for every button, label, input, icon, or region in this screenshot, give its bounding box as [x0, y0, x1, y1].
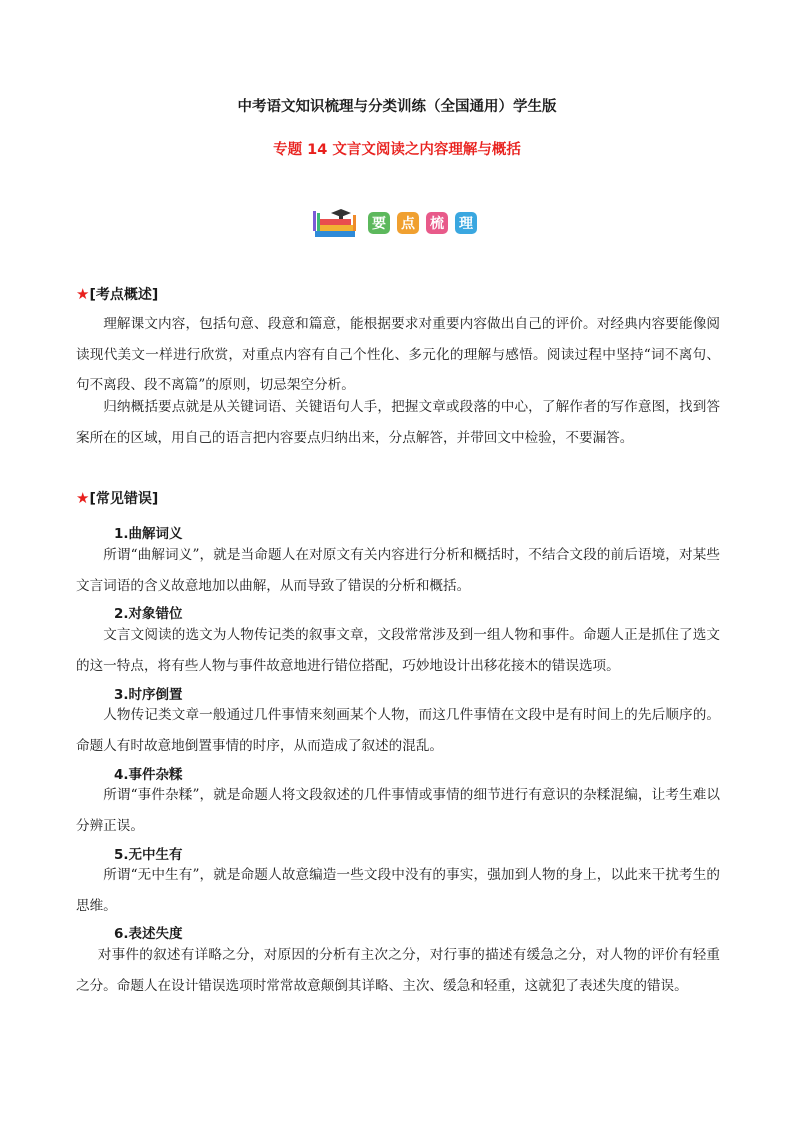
section-banner: [309, 207, 477, 239]
banner-char: 梳: [426, 212, 448, 234]
error-item-text: 所谓“无中生有”，就是命题人故意编造一些文段中没有的事实，强加到人物的身上，以此来干扰考生的思维。: [76, 867, 720, 914]
books-icon: [309, 207, 361, 239]
error-item-text: 对事件的叙述有详略之分，对原因的分析有主次之分，对行事的描述有缓急之分，对人物的评价有轻重之分。命题人在设计错误选项时常常故意颠倒其详略、主次、缓急和轻重，这就犯了表述失度的错误。: [76, 947, 720, 994]
overview-paragraph: 理解课文内容，包括句意、段意和篇意，能根据要求对重要内容做出自己的评价。对经典内容要能像阅读现代美文一样进行欣赏，对重点内容有自己个性化、多元化的理解与感悟。阅读过程中坚持“词不离句、句不离段、段不离篇”的原则，切忌架空分析。: [76, 316, 720, 393]
error-item-text: 所谓“事件杂糅”，就是命题人将文段叙述的几件事情或事情的细节进行有意识的杂糅混编，让考生难以分辨正误。: [76, 787, 720, 834]
banner-char: 点: [397, 212, 419, 234]
section-heading-errors: [76, 488, 158, 508]
error-item-title: 2.对象错位: [114, 606, 183, 622]
error-item-title: 5.无中生有: [114, 847, 183, 863]
error-item-title: 4.事件杂糅: [114, 767, 183, 783]
document-subtitle: 专题 14 文言文阅读之内容理解与概括: [273, 142, 521, 158]
error-item-title: 3.时序倒置: [114, 687, 183, 703]
section-heading-text: [考点概述]: [89, 287, 159, 303]
overview-paragraph: 归纳概括要点就是从关键词语、关键语句人手，把握文章或段落的中心，了解作者的写作意图，找到答案所在的区域，用自己的语言把内容要点归纳出来，分点解答，并带回文中检验，不要漏答。: [76, 399, 720, 446]
error-item-text: 所谓“曲解词义”，就是当命题人在对原文有关内容进行分析和概括时，不结合文段的前后语境，对某些文言词语的含义故意地加以曲解，从而导致了错误的分析和概括。: [76, 547, 720, 594]
banner-char: 理: [455, 212, 477, 234]
section-heading-overview: [76, 284, 158, 304]
error-item-text: 文言文阅读的选文为人物传记类的叙事文章，文段常常涉及到一组人物和事件。命题人正是抓住了选文的这一特点，将有些人物与事件故意地进行错位搭配，巧妙地设计出移花接木的错误选项。: [76, 627, 720, 674]
star-icon: ★: [76, 285, 90, 303]
section-heading-text: [常见错误]: [89, 491, 159, 507]
error-item-title: 6.表述失度: [114, 926, 183, 942]
star-icon: ★: [76, 489, 90, 507]
error-item-text: 人物传记类文章一般通过几件事情来刻画某个人物，而这几件事情在文段中是有时间上的先后顺序的。命题人有时故意地倒置事情的时序，从而造成了叙述的混乱。: [76, 707, 720, 754]
banner-char: 要: [368, 212, 390, 234]
error-item-title: 1.曲解词义: [114, 526, 183, 542]
document-title: 中考语文知识梳理与分类训练（全国通用）学生版: [237, 99, 557, 115]
